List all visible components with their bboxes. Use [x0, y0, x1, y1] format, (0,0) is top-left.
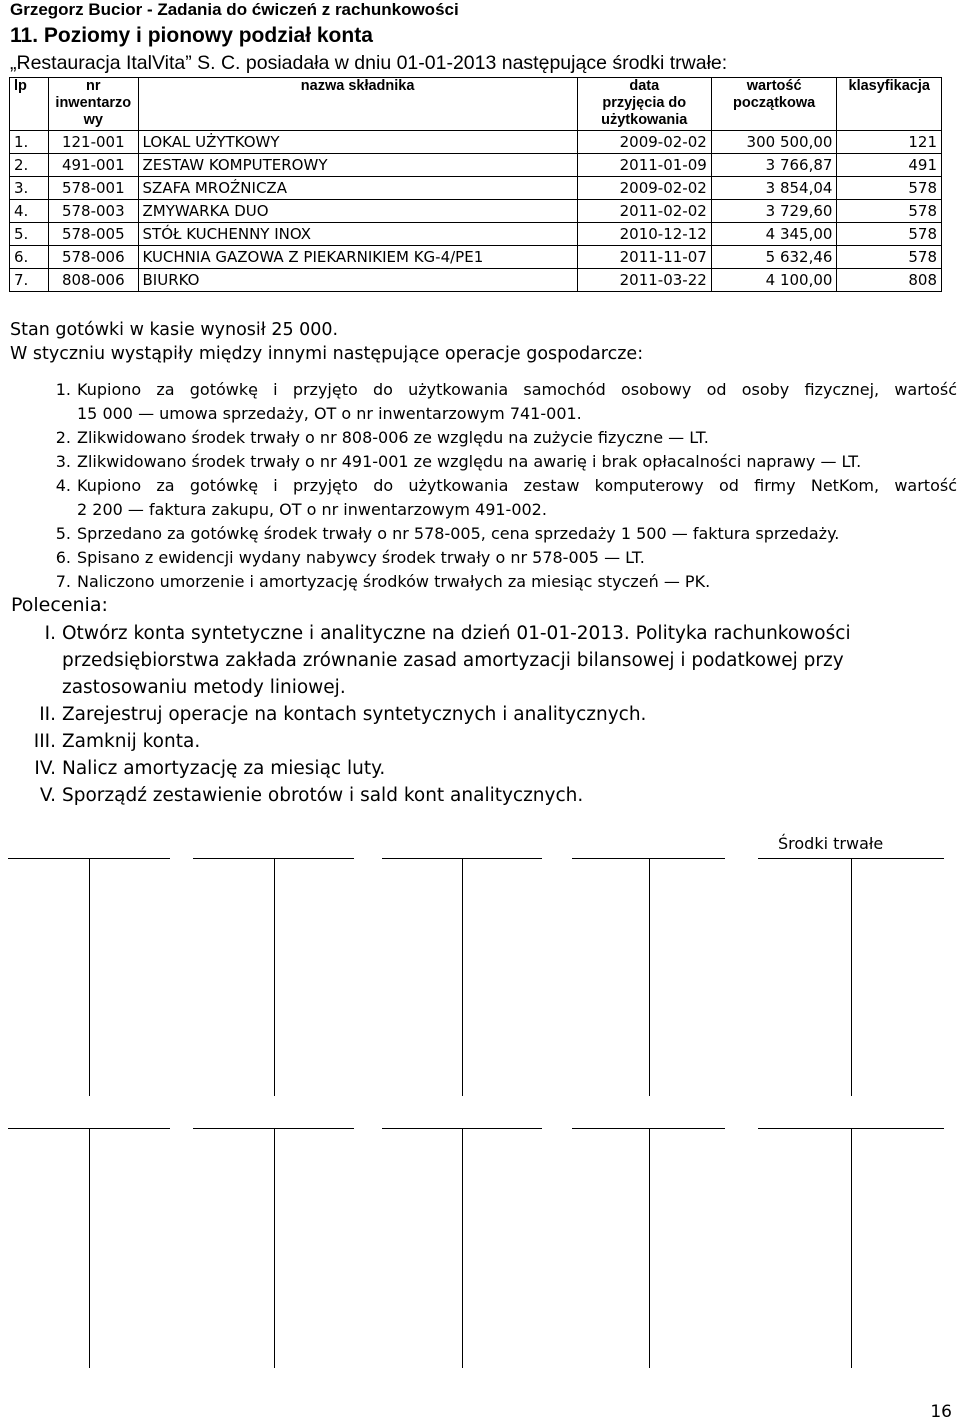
header-value-line-1: wartość [746, 78, 802, 94]
command-text-line: Nalicz amortyzację za miesiąc luty. [62, 758, 386, 779]
table-cell-lp: 5. [10, 223, 49, 246]
t-account-vertical-line [649, 1128, 650, 1368]
t-account-vertical-line [89, 1128, 90, 1368]
header-lp [10, 78, 49, 131]
header-nr-line-3: wy [83, 112, 103, 128]
section-title: 11. Poziomy i pionowy podział konta [10, 24, 373, 47]
table-cell-lp: 1. [10, 131, 49, 154]
operation-number: 6. [55, 548, 71, 567]
table-cell-value: 4 100,00 [711, 269, 837, 292]
operation-number: 3. [55, 452, 71, 471]
operation-text-line: Zlikwidowano środek trwały o nr 808-006 ze względu na zużycie fizyczne — LT. [77, 428, 709, 447]
command-text-line: Sporządź zestawienie obrotów i sald kont analitycznych. [62, 785, 584, 806]
table-cell-name: BIURKO [138, 269, 577, 292]
table-cell-lp: 4. [10, 200, 49, 223]
table-cell-lp: 3. [10, 177, 49, 200]
header-name-text: nazwa składnika [300, 78, 415, 94]
t-account-vertical-line [851, 858, 852, 1096]
operation-item [55, 450, 862, 474]
table-cell-date: 2010-12-12 [577, 223, 711, 246]
table-row [10, 154, 942, 177]
document-header-author: Grzegorz Bucior - Zadania do ćwiczeń z rachunkowości [10, 0, 459, 19]
header-class-text: klasyfikacja [848, 78, 930, 94]
operation-text-line: Kupiono za gotówkę i przyjęto do użytkowania samochód osobowy od osoby fizycznej, wartość [77, 380, 957, 399]
operation-number: 1. [55, 380, 71, 399]
table-row [10, 131, 942, 154]
table-cell-date: 2009-02-02 [577, 131, 711, 154]
header-item-name [138, 78, 577, 131]
header-lp-text: lp [14, 78, 27, 94]
table-cell-name: SZAFA MROŹNICZA [138, 177, 577, 200]
header-classification [837, 78, 942, 131]
header-date-line-2: przyjęcia do [602, 95, 687, 111]
header-inventory-number [49, 78, 138, 131]
table-row [10, 246, 942, 269]
operation-number: 5. [55, 524, 71, 543]
table-cell-lp: 2. [10, 154, 49, 177]
command-text-line: Zarejestruj operacje na kontach syntetycznych i analitycznych. [62, 704, 647, 725]
table-header-row [10, 78, 942, 131]
operation-text-line: Sprzedano za gotówkę środek trwały o nr 578-005, cena sprzedaży 1 500 — faktura sprzedaży. [77, 524, 840, 543]
t-account-vertical-line [462, 858, 463, 1096]
header-nr-line-2: inwentarzo [55, 95, 132, 111]
command-text-line: zastosowaniu metody liniowej. [62, 677, 346, 698]
table-cell-name: LOKAL UŻYTKOWY [138, 131, 577, 154]
intro-text: „Restauracja ItalVita” S. C. posiadała w dniu 01-01-2013 następujące środki trwałe: [10, 52, 728, 74]
command-item [44, 620, 851, 701]
table-cell-name: KUCHNIA GAZOWA Z PIEKARNIKIEM KG-4/PE1 [138, 246, 577, 269]
table-cell-name: STÓŁ KUCHENNY INOX [138, 223, 577, 246]
operation-item [55, 378, 957, 426]
page-number: 16 [930, 1402, 952, 1422]
t-account-vertical-line [274, 1128, 275, 1368]
table-cell-value: 5 632,46 [711, 246, 837, 269]
table-cell-name: ZESTAW KOMPUTEROWY [138, 154, 577, 177]
operation-text-line: Kupiono za gotówkę i przyjęto do użytkowania zestaw komputerowy od firmy NetKom, wartość [77, 476, 957, 495]
command-number: V. [39, 785, 56, 806]
t-account-vertical-line [274, 858, 275, 1096]
table-cell-class: 491 [837, 154, 942, 177]
command-item [33, 728, 201, 755]
t-account-vertical-line [462, 1128, 463, 1368]
table-cell-value: 3 854,04 [711, 177, 837, 200]
header-date-line-1: data [629, 78, 660, 94]
fixed-assets-table [9, 77, 942, 292]
cash-balance-text: Stan gotówki w kasie wynosił 25 000. [10, 320, 339, 340]
table-cell-value: 300 500,00 [711, 131, 837, 154]
command-number: IV. [34, 758, 56, 779]
table-body [10, 131, 942, 292]
table-cell-class: 578 [837, 200, 942, 223]
table-cell-value: 3 766,87 [711, 154, 837, 177]
operations-intro: W styczniu wystąpiły między innymi następujące operacje gospodarcze: [10, 344, 644, 364]
operation-number: 7. [55, 572, 71, 591]
operations-section [10, 318, 643, 366]
table-cell-class: 578 [837, 177, 942, 200]
operation-item [55, 522, 840, 546]
table-cell-date: 2009-02-02 [577, 177, 711, 200]
command-item [34, 755, 386, 782]
header-date-line-3: użytkowania [601, 112, 688, 128]
table-cell-nr: 121-001 [49, 131, 138, 154]
command-number: II. [39, 704, 56, 725]
table-row [10, 200, 942, 223]
command-text-line: przedsiębiorstwa zakłada zrównanie zasad amortyzacji bilansowej i podatkowej przy [62, 650, 844, 671]
command-item [39, 782, 584, 809]
ledger-title: Środki trwałe [778, 834, 884, 853]
operation-text-line: Zlikwidowano środek trwały o nr 491-001 ze względu na awarię i brak opłacalności naprawy — LT. [77, 452, 862, 471]
command-text-line: Otwórz konta syntetyczne i analityczne na dzień 01-01-2013. Polityka rachunkowości [62, 623, 851, 644]
command-number: III. [33, 731, 56, 752]
t-account-vertical-line [649, 858, 650, 1096]
operation-item [55, 426, 709, 450]
table-cell-class: 121 [837, 131, 942, 154]
command-text-line: Zamknij konta. [62, 731, 201, 752]
command-item [39, 701, 647, 728]
commands-title: Polecenia: [11, 594, 108, 616]
table-cell-date: 2011-03-22 [577, 269, 711, 292]
table-cell-nr: 578-006 [49, 246, 138, 269]
operation-text-line: Spisano z ewidencji wydany nabywcy środek trwały o nr 578-005 — LT. [77, 548, 645, 567]
header-acceptance-date [577, 78, 711, 131]
operation-text-line: 2 200 — faktura zakupu, OT o nr inwentarzowym 491-002. [77, 500, 547, 519]
table-row [10, 223, 942, 246]
operation-number: 4. [55, 476, 71, 495]
table-cell-name: ZMYWARKA DUO [138, 200, 577, 223]
header-value-line-2: początkowa [733, 95, 816, 111]
table-cell-class: 808 [837, 269, 942, 292]
table-cell-nr: 491-001 [49, 154, 138, 177]
command-number: I. [44, 623, 56, 644]
table-cell-date: 2011-02-02 [577, 200, 711, 223]
table-cell-date: 2011-01-09 [577, 154, 711, 177]
table-row [10, 269, 942, 292]
table-cell-date: 2011-11-07 [577, 246, 711, 269]
operation-item [55, 570, 711, 594]
header-nr-line-1: nr [86, 78, 101, 94]
operation-text-line: 15 000 — umowa sprzedaży, OT o nr inwentarzowym 741-001. [77, 404, 582, 423]
operation-text-line: Naliczono umorzenie i amortyzację środków trwałych za miesiąc styczeń — PK. [77, 572, 711, 591]
table-cell-nr: 578-005 [49, 223, 138, 246]
table-row [10, 177, 942, 200]
t-account-vertical-line [851, 1128, 852, 1368]
operation-item [55, 474, 957, 522]
table-cell-class: 578 [837, 246, 942, 269]
table-cell-value: 3 729,60 [711, 200, 837, 223]
table-cell-lp: 7. [10, 269, 49, 292]
table-cell-lp: 6. [10, 246, 49, 269]
table-cell-nr: 808-006 [49, 269, 138, 292]
operation-item [55, 546, 645, 570]
t-account-vertical-line [89, 858, 90, 1096]
table-cell-nr: 578-003 [49, 200, 138, 223]
table-cell-nr: 578-001 [49, 177, 138, 200]
operation-number: 2. [55, 428, 71, 447]
header-initial-value [711, 78, 837, 131]
table-cell-value: 4 345,00 [711, 223, 837, 246]
table-cell-class: 578 [837, 223, 942, 246]
